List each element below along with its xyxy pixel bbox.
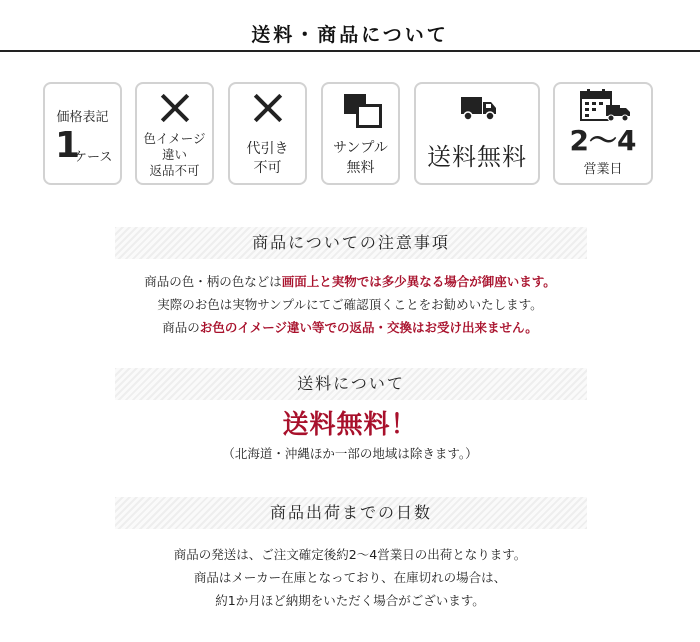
cod-line1: 代引き — [246, 141, 289, 157]
business-days-card — [553, 82, 653, 185]
notes-line2: 実際のお色は実物サンプルにてご確認頂くことをお勧めいたします。 — [157, 297, 543, 312]
free-shipping-card — [414, 82, 540, 185]
free-shipping-headline: 送料無料！ — [282, 410, 418, 440]
price-label: 価格表記 — [56, 110, 109, 125]
sample-line2: 無料 — [346, 160, 375, 176]
cod-text — [230, 140, 305, 178]
color-return-line3: 返品不可 — [149, 163, 200, 178]
notes-line1-highlight: 画面上と実物では多少異なる場合が御座います。 — [281, 274, 556, 289]
sample-card — [321, 82, 400, 185]
calendar-truck-icon — [580, 88, 632, 124]
notes-line1 — [0, 272, 700, 290]
page-header — [0, 0, 700, 52]
header-divider — [0, 50, 700, 52]
delivery-line2: 商品はメーカー在庫となっており、在庫切れの場合は、 — [193, 570, 507, 585]
delivery-section-title: 商品出荷までの日数 — [115, 497, 587, 529]
price-unit: ケース — [74, 150, 113, 165]
business-days-number: 2〜4 — [569, 124, 637, 157]
sample-line1: サンプル — [333, 140, 388, 156]
notes-line3 — [0, 318, 700, 336]
delivery-line3: 約1か月ほど納期をいただく場合がございます。 — [215, 593, 485, 608]
notes-line1-plain: 商品の色・柄の色などは — [144, 274, 282, 289]
notes-line3-plain: 商品の — [162, 320, 200, 335]
cod-card — [228, 82, 307, 185]
color-return-text — [137, 131, 212, 179]
price-unit-card — [43, 82, 122, 185]
x-mark-icon — [159, 92, 191, 124]
overlapping-squares-icon — [341, 92, 383, 128]
shipping-section-title: 送料について — [115, 368, 587, 400]
color-return-line2: 違い — [161, 147, 187, 162]
price-number: 1 — [55, 125, 81, 166]
sample-text — [323, 138, 398, 178]
truck-icon — [461, 94, 497, 122]
page-title: 送料・商品について — [251, 24, 449, 46]
notes-line3-highlight: お色のイメージ違い等での返品・交換はお受け出来ません。 — [199, 320, 538, 335]
notes-section-title: 商品についての注意事項 — [115, 227, 587, 259]
free-shipping-label: 送料無料 — [427, 143, 527, 171]
business-days-label: 営業日 — [583, 162, 623, 177]
x-mark-icon — [252, 92, 284, 124]
cod-line2: 不可 — [253, 160, 282, 176]
delivery-line1: 商品の発送は、ご注文確定後約2〜4営業日の出荷となります。 — [173, 547, 527, 562]
shipping-exception-note: （北海道・沖縄ほか一部の地域は除きます。） — [222, 446, 478, 461]
color-return-card — [135, 82, 214, 185]
color-return-line1: 色イメージ — [143, 131, 206, 146]
